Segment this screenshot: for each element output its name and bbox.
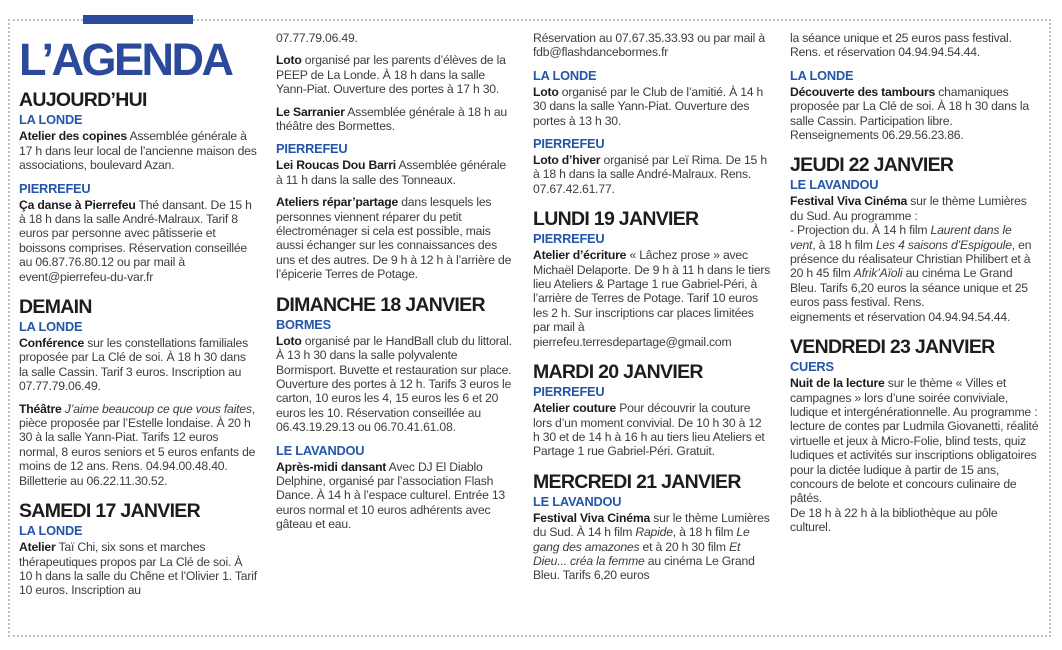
event-text: organisé par les parents d’élèves de la PEEP de La Londe. À 18 h dans la salle Yann-Piat. Ouverture des portes à 17 h 30.: [276, 53, 506, 97]
event-item: [533, 401, 771, 459]
event-text: , en présence du réalisateur Christian Philibert et à 20 h 45 film: [790, 237, 1032, 281]
day-heading: SAMEDI 17 JANVIER: [19, 500, 200, 523]
event-text: , pièce proposée par l’Estelle londaise. À 20 h 30 à la salle Yann-Piat. Tarifs 12 euros normal, 8 euros seniors et 5 euros enfants de moins de 12 ans. Rens. 04.94.00.48.40. Billetterie au 06.22.11.30.52.: [19, 401, 256, 488]
event-text: au cinéma Le Grand Bleu. Tarifs 6,20 euros la séance unique et 25 euros pass festival. Rens.: [790, 266, 1028, 310]
event-text: Pour découvrir la couture lors d’un moment convivial. De 10 h 30 à 12 h 30 et de 14 h à 16 h au tiers lieu Ateliers et Partage 1 rue Gabriel-Péri. Gratuit.: [533, 401, 765, 459]
event-item: [276, 460, 514, 532]
event-name: Ça danse à Pierrefeu: [19, 197, 136, 212]
event-title-italic: Rapide: [635, 525, 673, 540]
event-text: - Projection du. À 14 h film: [790, 223, 931, 238]
event-name: Découverte des tambours: [790, 84, 936, 99]
event-text: eignements et réservation 04.94.94.54.44.: [790, 309, 1011, 324]
event-text: la séance unique et 25 euros pass festival. Rens. et réservation 04.94.94.54.44.: [790, 31, 1012, 60]
event-text: , à 18 h film: [812, 237, 876, 252]
page-title: L’AGENDA: [19, 34, 232, 85]
event-title-italic: J’aime beaucoup ce que vous faites: [61, 401, 252, 416]
place-label: LA LONDE: [19, 523, 83, 539]
event-name: Atelier couture: [533, 401, 617, 416]
event-item: [790, 194, 1039, 324]
event-text: sur le thème Lumières du Sud. À 14 h film: [533, 510, 770, 540]
event-text: au cinéma Le Grand Bleu. Tarifs 6,20 euros: [533, 553, 755, 583]
event-item: [19, 540, 257, 598]
event-text: chamaniques proposée par La Clé de soi. À 18 h 30 dans la salle Cassin. Participation libre. Renseignements 06.29.56.23.86.: [790, 84, 1029, 143]
column-2: [276, 31, 514, 606]
event-name: Atelier des copines: [19, 129, 127, 144]
event-item: [790, 31, 1039, 60]
place-label: PIERREFEU: [276, 141, 348, 157]
event-item: [19, 402, 257, 488]
event-text: organisé par le Club de l’amitié. À 14 h 30 dans la salle Yann-Piat. Ouverture des portes à 13 h 30.: [533, 84, 764, 128]
event-item: [276, 31, 514, 45]
event-name: Loto: [276, 333, 302, 348]
place-label: LA LONDE: [533, 67, 597, 83]
event-name: Conférence: [19, 336, 85, 351]
event-name: Loto: [533, 84, 559, 99]
place-label: LE LAVANDOU: [276, 442, 365, 458]
event-text: sur le thème Lumières du Sud. Au programme :: [790, 194, 1027, 223]
event-item: [19, 336, 257, 394]
event-text: organisé par le HandBall club du littoral. À 13 h 30 dans la salle polyvalente Bormisport. Buvette et restauration sur place. Ouverture des portes à 12 h. Tarifs 3 euros le carton, 10 euros les 4, 15 euros les 6 et 20 euros les 10. Réservation conseillée au 06.43.19.29.13 ou 06.70.41.61.08.: [276, 333, 512, 435]
event-item: [276, 195, 514, 281]
event-name: Nuit de la lecture: [790, 376, 885, 391]
day-heading: DEMAIN: [19, 296, 92, 319]
event-text: sur les constellations familiales proposée par La Clé de soi. À 18 h 30 dans la salle Cassin. Tarif 3 euros. Inscription au 07.77.79.06.49.: [19, 336, 248, 394]
event-text: dans lesquels les personnes viennent réparer du petit électroménager si cela est possible, mais aussi échanger sur les connaissances des uns et des autres. De 9 h à 12 h à l’arrière de l’épicerie Terres de Potage.: [276, 195, 512, 282]
event-title-italic: Et Dieu... créa la femme: [533, 539, 741, 568]
event-name: Loto d’hiver: [533, 153, 601, 168]
column-1-blocks: [19, 90, 257, 597]
event-item: [276, 53, 514, 96]
place-label: PIERREFEU: [19, 180, 91, 196]
day-heading: DIMANCHE 18 JANVIER: [276, 293, 485, 316]
event-text: Assemblée générale à 17 h dans leur local de l’ancienne maison des associations, boulevard Azan.: [19, 129, 257, 173]
place-label: CUERS: [790, 359, 834, 375]
event-item: [533, 511, 771, 583]
event-text: sur le thème « Villes et campagnes » lors d’une soirée conviviale, ludique et intergénérationnelle. Au programme : lecture de contes par Ludmila Giovanetti, réalité virtuelle et jeux à Micro-Folie, blind tests, quiz ludiques et activités sur inscriptions obligatoires pour la dictée ludique à partir de 15 ans, concours de belote et concours culinaire de pâtés.: [790, 376, 1039, 506]
event-text: De 18 h à 22 h à la bibliothèque au pôle culturel.: [790, 505, 998, 535]
column-4: [790, 31, 1039, 606]
place-label: LE LAVANDOU: [790, 177, 879, 193]
agenda-columns: [19, 31, 1039, 606]
event-text: , à 18 h film: [672, 525, 737, 540]
event-item: [533, 248, 771, 349]
place-label: BORMES: [276, 316, 331, 332]
event-name: Festival Viva Cinéma: [790, 194, 908, 209]
place-label: PIERREFEU: [533, 136, 605, 152]
day-heading: JEUDI 22 JANVIER: [790, 154, 954, 177]
event-text: Thé dansant. De 15 h à 18 h dans la salle André-Malraux. Tarif 8 euros par personne avec pâtisserie et boissons comprises. Réservation conseillée au 06.87.76.80.12 ou par mail à event@pierrefeu-du-var.fr: [19, 197, 252, 284]
column-4-blocks: [790, 31, 1039, 535]
event-item: [790, 85, 1039, 143]
event-name: Ateliers répar’partage: [276, 195, 399, 210]
agenda-frame: [8, 19, 1051, 637]
event-name: Après-midi dansant: [276, 459, 387, 474]
event-title-italic: Afrik’Aïoli: [853, 266, 903, 281]
event-title-italic: Les 4 saisons d’Espigoule: [875, 237, 1012, 252]
day-heading: LUNDI 19 JANVIER: [533, 208, 699, 231]
day-heading: MERCREDI 21 JANVIER: [533, 470, 741, 493]
event-name: Loto: [276, 53, 302, 68]
place-label: LA LONDE: [19, 112, 83, 128]
column-3: [533, 31, 771, 606]
event-name: Lei Roucas Dou Barri: [276, 158, 396, 173]
event-text: Assemblée générale à 11 h dans la salle des Tonneaux.: [276, 158, 506, 187]
event-name: Le Sarranier: [276, 104, 345, 119]
event-text: Réservation au 07.67.35.33.93 ou par mail à fdb@flashdancebormes.fr: [533, 31, 765, 60]
column-1: [19, 31, 257, 606]
event-item: [790, 376, 1039, 534]
event-name: Atelier d’écriture: [533, 248, 627, 263]
event-item: [533, 31, 771, 60]
column-2-blocks: [276, 31, 514, 532]
day-heading: VENDREDI 23 JANVIER: [790, 336, 995, 359]
title-accent-bar: [83, 15, 193, 24]
column-3-blocks: [533, 31, 771, 583]
event-text: Avec DJ El Diablo Delphine, organisé par l’association Flash Dance. À 14 h à l’espace culturel. Entrée 13 euros normal et 10 euros adhérents avec gâteau et eau.: [276, 459, 505, 532]
place-label: PIERREFEU: [533, 231, 605, 247]
event-name: Festival Viva Cinéma: [533, 510, 651, 525]
event-item: [276, 158, 514, 187]
event-name: Théâtre: [19, 401, 62, 416]
event-title-italic: Laurent dans le vent: [790, 223, 1012, 252]
day-heading: MARDI 20 JANVIER: [533, 361, 703, 384]
event-text: Taï Chi, six sons et marches thérapeutiques propos par La Clé de soi. À 10 h dans la salle du Chêne et l’Olivier 1. Tarif 10 euros. Inscription au: [19, 540, 257, 598]
event-text: « Lâchez prose » avec Michaël Delaporte. De 9 h à 11 h dans le tiers lieu Ateliers & Partage 1 rue Gabriel-Péri, à l’arrière de Terres de Potage. Tarif 10 euros les 2 h. Sur inscriptions car places limitées par mail à pierrefeu.terresdepartage@gmail.com: [533, 248, 771, 349]
event-name: Atelier: [19, 540, 56, 555]
event-text: 07.77.79.06.49.: [276, 31, 358, 45]
event-item: [19, 129, 257, 172]
event-text: organisé par Leï Rima. De 15 h à 18 h dans la salle André-Malraux. Rens. 07.67.42.61.77.: [533, 153, 767, 196]
place-label: LE LAVANDOU: [533, 493, 622, 509]
event-item: [533, 153, 771, 196]
event-title-italic: Le gang des amazones: [533, 525, 750, 554]
event-item: [276, 105, 514, 134]
day-heading: AUJOURD’HUI: [19, 89, 147, 112]
event-text: Assemblée générale à 18 h au théâtre des Bormettes.: [276, 104, 507, 134]
event-text: et à 20 h 30 film: [639, 539, 730, 554]
place-label: PIERREFEU: [533, 384, 605, 400]
event-item: [19, 198, 257, 284]
place-label: LA LONDE: [19, 319, 83, 335]
event-item: [276, 334, 514, 435]
place-label: LA LONDE: [790, 67, 854, 83]
event-item: [533, 85, 771, 128]
